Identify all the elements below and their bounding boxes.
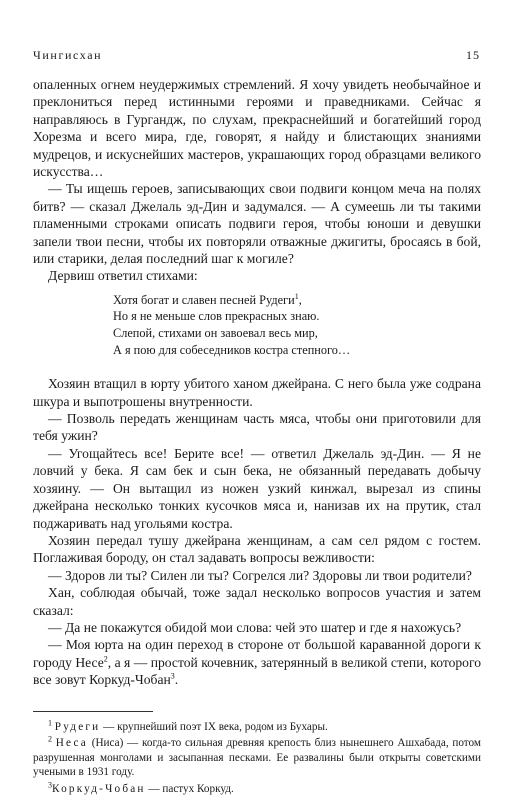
paragraph: Хозяин втащил в юрту убитого ханом джейрана. С него была уже содрана шкура и выпотрошены внутренности. <box>33 376 481 409</box>
footnote-number: 3 <box>48 779 52 789</box>
poem-verse <box>113 292 481 358</box>
paragraph: — Здоров ли ты? Силен ли ты? Согрелся ли? Здоровы ли твои родители? <box>48 567 472 583</box>
footnote-term: Коркуд-Чобан <box>52 782 146 795</box>
paragraph: — Позволь передать женщинам часть мяса, чтобы они приготовили для тебя ужин? <box>33 411 481 444</box>
footnote-ref[interactable]: 3 <box>170 671 175 681</box>
running-header <box>33 48 480 63</box>
footnote-number: 2 <box>48 734 52 744</box>
footnote <box>33 736 481 780</box>
footnotes <box>33 717 482 797</box>
paragraph: Хан, соблюдая обычай, тоже задал несколько вопросов участия и затем сказал: <box>33 585 481 618</box>
poem-line-punct: , <box>298 292 302 307</box>
paragraph: — Ты ищешь героев, записывающих свои подвиги концом меча на полях битв? — сказал Джелаль эд-Дин и задумался. — А сумеешь ли ты такими пламенными строками описать подвиги героя, чтобы юноши и девушки запели твои песни, чтобы их повторяли отважные джигиты, бросаясь в бой, или старики, делая последний шаг к могиле? <box>33 181 481 267</box>
running-title: Чингисхан <box>33 48 103 62</box>
footnote-number: 1 <box>48 717 52 727</box>
footnote-text: — пастух Коркуд. <box>145 782 234 795</box>
footnote-divider <box>33 711 153 712</box>
paragraph: Дервиш ответил стихами: <box>48 268 198 284</box>
paragraph <box>33 636 481 688</box>
footnote-ref[interactable]: 1 <box>294 291 299 301</box>
paragraph-text: , а я — простой кочевник, затерянный в великой степи, которого все зовут Коркуд-Чобан <box>33 654 482 688</box>
footnote-text: — крупнейший поэт IX века, родом из Бухары. <box>100 720 328 733</box>
footnote-ref[interactable]: 2 <box>103 654 108 664</box>
page-number: 15 <box>466 48 480 62</box>
main-text <box>33 76 481 798</box>
paragraph: — Да не покажутся обидой мои слова: чей это шатер и где я нахожусь? <box>48 619 462 635</box>
footnote <box>33 717 481 735</box>
footnote <box>33 779 481 797</box>
paragraph-text: . <box>174 672 179 688</box>
poem-line-text: Хотя богат и славен песней Рудеги <box>113 292 295 307</box>
paragraph: — Угощайтесь все! Берите все! — ответил Джелаль эд-Дин. — Я не ловчий у бека. Я сам бек и сын бека, не обязанный передавать добычу хозяину. — Он вытащил из ножен узкий кинжал, вырезал из спины джейрана несколько тонких кусочков мяса и, нанизав их на прутик, стал поджаривать над угольями костра. <box>33 445 481 531</box>
poem-line: А я пою для собеседников костра степного… <box>113 342 351 357</box>
footnote-text: (Ниса) — когда-то сильная древняя крепость близ нынешнего Ашхабада, потом разрушенная монголами и засыпанная песками. Ее развалины были открыты советскими учеными в 1931 году. <box>33 737 482 779</box>
paragraph: опаленных огнем неудержимых стремлений. Я хочу увидеть необычайное и преклониться перед истинными героями и праведниками. Сейчас я направляюсь в Гургандж, по слухам, прекраснейший и богатейший город Хорезма и всего мира, где, говорят, я найду и блистающих знаниями мудрецов, и искуснейших мастеров, украшающих город образцами великого искусства… <box>33 77 481 180</box>
poem-line: Слепой, стихами он завоевал весь мир, <box>113 326 318 341</box>
paragraph-text: — Моя юрта на один переход в стороне от большой караванной дороги к городу Несе <box>33 637 481 670</box>
footnote-term: Рудеги <box>54 720 101 733</box>
poem-line <box>113 292 481 309</box>
footnote-term: Неса <box>55 737 88 750</box>
poem-line: Но я не меньше слов прекрасных знаю. <box>113 309 320 324</box>
paragraph: Хозяин передал тушу джейрана женщинам, а сам сел рядом с гостем. Поглаживая бороду, он стал задавать вопросы вежливости: <box>33 532 481 566</box>
